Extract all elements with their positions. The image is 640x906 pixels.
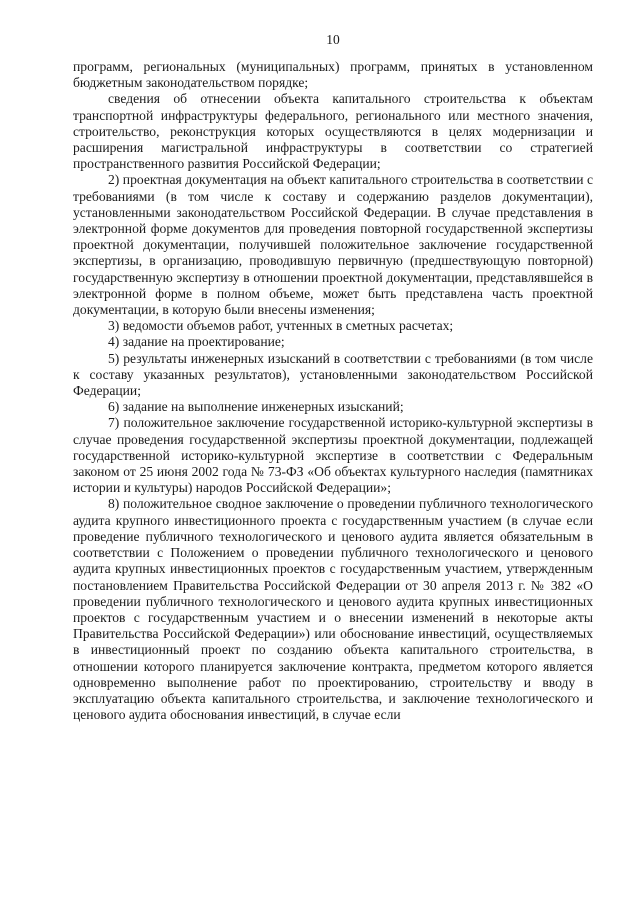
paragraph-item-5: 5) результаты инженерных изысканий в соответствии с требованиями (в том числе к составу указанных результатов), установленными законодательством Российской Федерации; (73, 350, 593, 399)
paragraph-item-3: 3) ведомости объемов работ, учтенных в сметных расчетах; (108, 318, 454, 334)
paragraph-item-2: 2) проектная документация на объект капитального строительства в соответствии с требованиями (в том числе к составу и содержанию разделов документации), установленными законодательством Российской Федерации. В случае представления в электронной форме документов для проведения повторной государственной экспертизы проектной документации, получившей положительное заключение государственной экспертизы, в организацию, проводившую первичную (предшествующую повторной) государственную экспертизу в отношении проектной документации, представлявшейся в электронной форме в полном объеме, может быть представлена часть проектной документации, в которую были внесены изменения; (73, 172, 593, 318)
paragraph-item-8: 8) положительное сводное заключение о проведении публичного технологического аудита крупного инвестиционного проекта с государственным участием (в случае если проведение публичного технологического и ценового аудита является обязательным в соответствии с Положением о проведении публичного технологического и ценового аудита крупных инвестиционных проектов с государственным участием, утвержденным постановлением Правительства Российской Федерации от 30 апреля 2013 г. № 382 «О проведении публичного технологического и ценового аудита крупных инвестиционных проектов с государственным участием и о внесении изменений в некоторые акты Правительства Российской Федерации») или обоснование инвестиций, осуществляемых в инвестиционный проект по созданию объекта капитального строительства, в отношении которого планируется заключение контракта, предметом которого является одновременно выполнение работ по проектированию, строительству и вводу в эксплуатацию объекта капитального строительства, и заключение технологического и ценового аудита обоснования инвестиций, в случае если (73, 496, 593, 723)
paragraph-item-4: 4) задание на проектирование; (108, 334, 285, 350)
paragraph-continuation: программ, региональных (муниципальных) программ, принятых в установленном бюджетным законодательством порядке; (73, 59, 593, 91)
paragraph-item-6: 6) задание на выполнение инженерных изысканий; (108, 399, 404, 415)
page-number: 10 (326, 32, 340, 47)
paragraph-item-7: 7) положительное заключение государственной историко-культурной экспертизы в случае проведения государственной экспертизы проектной документации, подлежащей государственной историко-культурной экспертизе в соответствии с Федеральным законом от 25 июня 2002 года № 73-ФЗ «Об объектах культурного наследия (памятниках истории и культуры) народов Российской Федерации»; (73, 415, 593, 496)
paragraph-transport-infrastructure: сведения об отнесении объекта капитального строительства к объектам транспортной инфраструктуры федерального, регионального или местного значения, строительство, реконструкция которых осуществляются в целях модернизации и расширения магистральной инфраструктуры в соответствии со стратегией пространственного развития Российской Федерации; (73, 91, 593, 172)
